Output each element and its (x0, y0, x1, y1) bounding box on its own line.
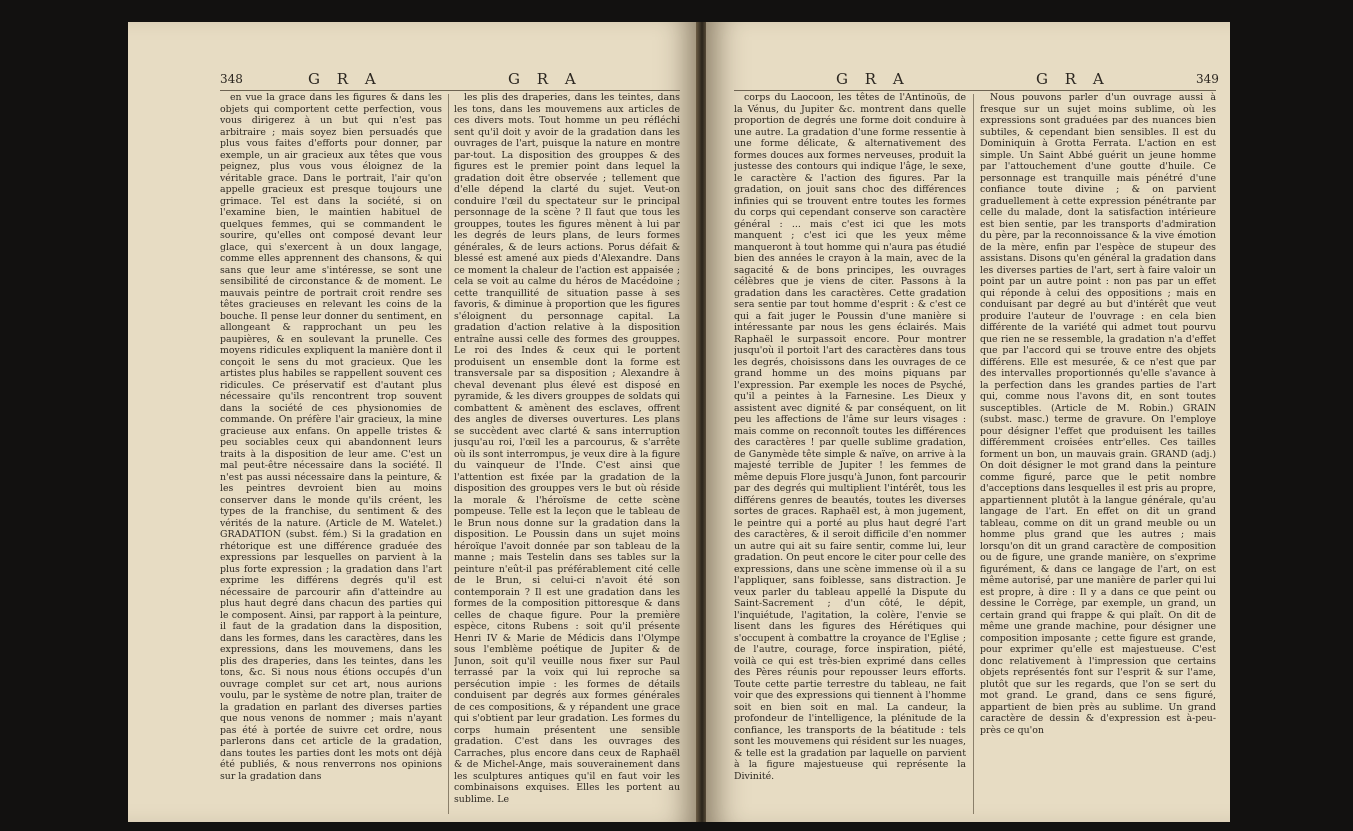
running-header-left-col2: G R A (508, 70, 582, 88)
right-page (706, 22, 1230, 822)
page-number-right: 349 (1196, 72, 1219, 86)
column-divider-right (973, 94, 974, 814)
left-page (128, 22, 698, 822)
right-col1-text: corps du Laocoon, les têtes de l'Antinoüs, de la Vénus, du Jupiter &c. montrent dans quelle proportion de degrés une forme doit conduire à une autre. La gradation d'une forme ressentie à une forme délicate, & alternativement des formes douces aux formes nerveuses, produit la justesse des contours qui indique l'âge, le sexe, le caractère & l'action des figures. Par la gradation, on jouit sans choc des différences infinies qui se trouvent entre toutes les formes du corps qui cependant conserve son caractère général : ... mais c'est ici que les mots manquent ; c'est ici que les yeux même manqueront à tout homme qui n'aura pas étudié bien des années le crayon à la main, avec de la sagacité & de bons principes, les ouvrages célèbres que je viens de citer. Passons à la gradation dans les caractères. Cette gradation sera sentie par tout homme d'esprit : & c'est ce qui a fait juger le Poussin d'une manière si intéressante par nous les gens éclairés. Mais Raphaël le surpassoit encore. Pour montrer jusqu'où il portoit l'art des caractères dans tous les degrés, choisissons dans les ouvrages de ce grand homme un des moins piquans par l'expression. Par exemple les noces de Psyché, qu'il a peintes à la Farnesine. Les Dieux y assistent avec dignité & par conséquent, on lit peu les affections de l'âme sur leurs visages : mais comme on reconnoît toutes les différences des caractères ! par quelle sublime gradation, de Ganymède tête simple & naïve, on arrive à la majesté terrible de Jupiter ! les femmes de même depuis Flore jusqu'à Junon, font parcourir par des degrés qui multiplient l'intérêt, tous les différens genres de beautés, toutes les diverses sortes de graces. Raphaël est, à mon jugement, le peintre qui a porté au plus haut degré l'art des caractères, & il seroit difficile d'en nommer un autre qui ait su faire sentir, comme lui, leur gradation. On peut encore le citer pour celle des expressions, dans une scène immense où il a su l'appliquer, sans foiblesse, sans distraction. Je veux parler du tableau appellé la Dispute du Saint-Sacrement ; d'un côté, le dépit, l'inquiétude, l'agitation, la colère, l'envie se lisent dans les figures des Hérétiques qui s'occupent à combattre la croyance de l'Eglise ; de l'autre, courage, force inspiration, piété, voilà ce qui est très-bien exprimé dans celles des Pères réunis pour repousser leurs efforts. Toute cette partie terrestre du tableau, ne fait voir que des expressions qui tiennent à l'homme soit en bien soit en mal. La candeur, la profondeur de l'intelligence, la plénitude de la confiance, les transports de la béatitude : tels sont les mouvemens qui résident sur les nuages, & telle est la gradation par laquelle on parvient à la figure majestueuse qui représente la Divinité. (734, 92, 966, 782)
page-number-left: 348 (220, 72, 243, 86)
left-page-column-1 (220, 92, 442, 822)
right-page-column-1 (734, 92, 966, 822)
header-rule-left (220, 90, 680, 91)
running-header-right-col2: G R A (1036, 70, 1110, 88)
left-col1-text: en vue la grace dans les figures & dans les objets qui comportent cette perfection, vous vous dirigerez à un but qui n'est pas arbitraire ; mais soyez bien persuadés que plus vous faites d'efforts pour donner, par exemple, un air gracieux aux têtes que vous peignez, plus vous vous éloignez de la véritable grace. Dans le portrait, l'air qu'on appelle gracieux est presque toujours une grimace. Tel est dans la société, si on l'examine bien, le maintien habituel de quelques femmes, qui se commandent le sourire, qu'elles ont composé devant leur glace, qui s'exercent à un doux langage, comme elles apprennent des chansons, & qui sans que leur ame s'intéresse, se sont une sensibilité de circonstance & de moment. Le mauvais peintre de portrait croit rendre ses têtes gracieuses en relevant les coins de la bouche. Il pense leur donner du sentiment, en allongeant & rapprochant un peu les paupières, & en soulevant la prunelle. Ces moyens ridicules expliquent la manière dont il conçoit le sens du mot gracieux. Que les artistes plus habiles se rappellent souvent ces ridicules. Ce préservatif est d'autant plus nécessaire qu'ils rencontrent trop souvent dans la société de ces physionomies de commande. On préfère l'air gracieux, la mine gracieuse aux enfans. On appelle tristes & peu sociables ceux qui abandonnent leurs traits à la disposition de leur ame. C'est un mal peut-être nécessaire dans la société. Il n'est pas aussi nécessaire dans la peinture, & les peintres devroient bien au moins conserver dans le monde qu'ils créent, les types de la franchise, du sentiment & des vérités de la nature. (Article de M. Watelet.) GRADATION (subst. fém.) Si la gradation en rhétorique est une différence graduée des expressions par lesquelles on parvient à la plus forte expression ; la gradation dans l'art exprime les différens degrés qu'il est nécessaire de parcourir afin d'atteindre au plus haut degré dans chacun des parties qui le composent. Ainsi, par rapport à la peinture, il faut de la gradation dans la disposition, dans les formes, dans les caractères, dans les expressions, dans les mouvemens, dans les plis des draperies, dans les teintes, dans les tons, &c. Si nous nous étions occupés d'un ouvrage complet sur cet art, nous aurions voulu, par le système de notre plan, traiter de la gradation en parlant des diverses parties que nous venons de nommer ; mais n'ayant pas été à portée de suivre cet ordre, nous parlerons dans cet article de la gradation, dans toutes les parties dont les mots ont déjà été publiés, & nous renverrons nos opinions sur la gradation dans (220, 92, 442, 782)
running-header-right-col1: G R A (836, 70, 910, 88)
right-col2-text: Nous pouvons parler d'un ouvrage aussi à fresque sur un sujet moins sublime, où les expressions sont graduées par des nuances bien subtiles, & cependant bien sensibles. Il est du Dominiquin à Grotta Ferrata. L'action en est simple. Un Saint Abbé guérit un jeune homme par l'attouchement d'une goutte d'huile. Ce personnage est tranquille mais pénétré d'une confiance toute divine ; & on parvient graduellement à cette expression pénétrante par celle du malade, dont la satisfaction intérieure est bien sentie, par les transports d'admiration du père, par la reconnoissance & la vive émotion de la mère, enfin par l'espèce de stupeur des assistans. Disons qu'en général la gradation dans les diverses parties de l'art, sert à faire valoir un point par un autre point : non pas par un effet qui réponde à celui des oppositions ; mais en conduisant par degré au but d'intérêt que veut produire l'auteur de l'ouvrage : en cela bien différente de la variété qui admet tout pourvu que rien ne se ressemble, la gradation n'a d'effet que par l'accord qui se trouve entre des objets différens. Elle est mesurée, & ce n'est que par des intervalles proportionnés qu'elle s'avance à la perfection dans les grandes parties de l'art qui, comme nous l'avons dit, en sont toutes susceptibles. (Article de M. Robin.) GRAIN (subst. masc.) terme de gravure. On l'employe pour désigner l'effet que produisent les tailles différemment croisées entr'elles. Ces tailles forment un bon, un mauvais grain. GRAND (adj.) On doit désigner le mot grand dans la peinture comme figuré, parce que le petit nombre d'acceptions dans lesquelles il est pris au propre, appartiennent plutôt à la langue générale, qu'au langage de l'art. En effet on dit un grand tableau, comme on dit un grand meuble ou un homme plus grand que les autres ; mais lorsqu'on dit un grand caractère de composition ou de figure, une grande manière, on s'exprime figurément, & dans ce langage de l'art, on est même autorisé, par une manière de parler qui lui est propre, à dire : Il y a dans ce que peint ou dessine le Corrège, par exemple, un grand, un certain grand qui frappe & qui plaît. On dit de même une grande machine, pour désigner une composition imposante ; cette figure est grande, pour exprimer qu'elle est majestueuse. C'est donc relativement à l'impression que certains objets représentés font sur l'esprit & sur l'ame, plutôt que sur les regards, que l'on se sert du mot grand. Le grand, dans ce sens figuré, appartient de bien près au sublime. Un grand caractère de dessin & d'expression est à-peu-près ce qu'on (980, 92, 1216, 736)
left-page-column-2 (454, 92, 680, 822)
left-col2-text: les plis des draperies, dans les teintes, dans les tons, dans les mouvemens aux articles de ces divers mots. Tout homme un peu réfléchi sent qu'il doit y avoir de la gradation dans les ouvrages de l'art, puisque la nature en montre par-tout. La disposition des grouppes & des figures est le premier point dans lequel la gradation doit être observée ; tellement que d'elle dépend la clarté du sujet. Veut-on conduire l'œil du spectateur sur le principal personnage de la scène ? Il faut que tous les grouppes, toutes les figures mènent à lui par les degrés de leurs plans, de leurs formes générales, & de leurs actions. Porus défait & blessé est amené aux pieds d'Alexandre. Dans ce moment la chaleur de l'action est appaisée ; cela se voit au calme du héros de Macédoine ; cette tranquillité de situation passe à ses favoris, & diminue à proportion que les figures s'éloignent du personnage capital. La gradation d'action relative à la disposition entraîne aussi celle des formes des grouppes. Le roi des Indes & ceux qui le portent produisent un ensemble dont la forme est transversale par sa disposition ; Alexandre à cheval devenant plus élevé est disposé en pyramide, & les divers grouppes de soldats qui combattent & amènent des esclaves, offrent des angles de diverses ouvertures. Les plans se succèdent avec clarté & sans interruption jusqu'au roi, l'œil les a parcourus, & s'arrête où ils sont interrompus, je veux dire à la figure du vainqueur de l'Inde. C'est ainsi que l'attention est fixée par la gradation de la disposition des grouppes vers le but où réside la morale & l'héroïsme de cette scène pompeuse. Telle est la leçon que le tableau de le Brun nous donne sur la gradation dans la disposition. Le Poussin dans un sujet moins héroïque l'avoit donnée par son tableau de la manne ; mais Testelin dans ses tables sur la peinture n'eût-il pas préférablement cité celle de le Brun, si celui-ci n'avoit été son contemporain ? Il est une gradation dans les formes de la composition pittoresque & dans celles de chaque figure. Pour la première espèce, citons Rubens : soit qu'il présente Henri IV & Marie de Médicis dans l'Olympe sous l'emblème poétique de Jupiter & de Junon, soit qu'il veuille nous fixer sur Paul terrassé par la voix qui lui reproche sa persécution impie : les formes de détails conduisent par degrés aux formes générales de ces compositions, & y répandent une grace qui s'obtient par leur gradation. Les formes du corps humain présentent une sensible gradation. C'est dans les ouvrages des Carraches, plus encore dans ceux de Raphaël & de Michel-Ange, mais souverainement dans les sculptures antiques qu'il en faut voir les combinaisons exquises. Elles les portent au sublime. Le (454, 92, 680, 805)
header-rule-right (734, 90, 1216, 91)
right-page-column-2 (980, 92, 1216, 822)
running-header-left-col1: G R A (308, 70, 382, 88)
column-divider-left (448, 94, 449, 814)
